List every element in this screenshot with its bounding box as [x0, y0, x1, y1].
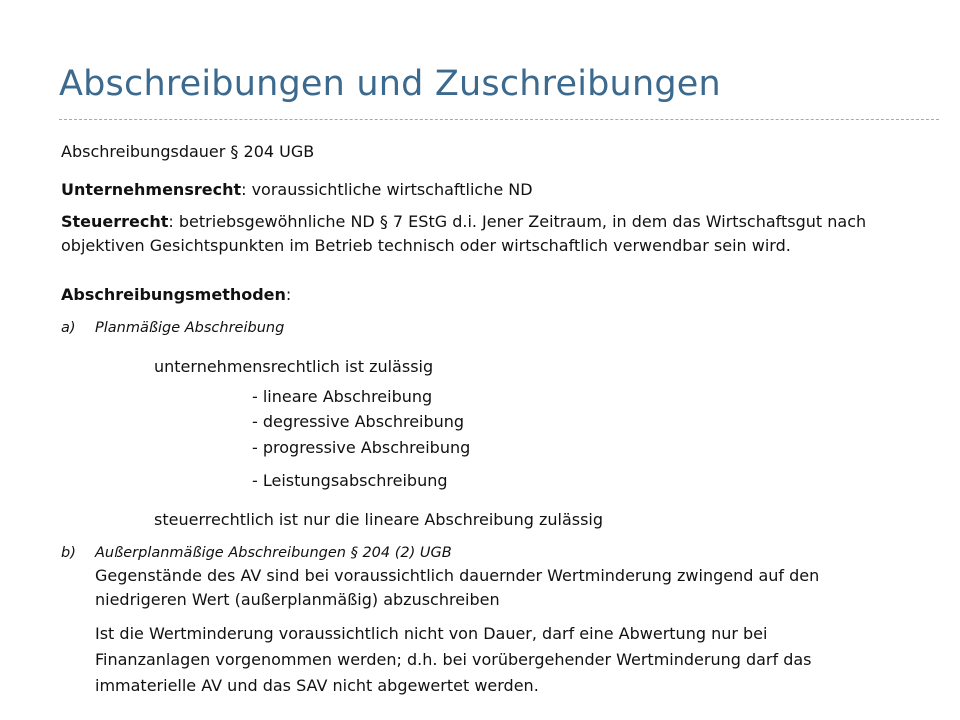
steuerrecht-line-1	[61, 210, 866, 234]
slide-title: Abschreibungen und Zuschreibungen	[59, 64, 721, 104]
item-b-title: Außerplanmäßige Abschreibungen § 204 (2) UGB	[95, 545, 452, 561]
item-a-title: Planmäßige Abschreibung	[95, 320, 285, 336]
method-item-degressive: - degressive Abschreibung	[252, 412, 465, 431]
method-item-progressive: - progressive Abschreibung	[252, 438, 471, 457]
title-divider	[59, 119, 939, 120]
item-b-p2-line1: Ist die Wertminderung voraussichtlich nicht von Dauer, darf eine Abwertung nur bei	[95, 624, 768, 643]
steuerrecht-label: Steuerrecht	[61, 212, 169, 231]
item-b-p1-line2: niedrigeren Wert (außerplanmäßig) abzuschreiben	[95, 590, 500, 609]
methoden-colon: :	[285, 285, 292, 304]
unternehmensrecht-label: Unternehmensrecht	[61, 180, 242, 199]
steuerrecht-text: : betriebsgewöhnliche ND § 7 EStG d.i. Jener Zeitraum, in dem das Wirtschaftsgut nach	[168, 212, 867, 231]
item-b-p2-line3: immaterielle AV und das SAV nicht abgewertet werden.	[95, 676, 539, 695]
unternehmensrecht-line	[61, 178, 533, 202]
item-b-p2-line2: Finanzanlagen vorgenommen werden; d.h. bei vorübergehender Wertminderung darf das	[95, 650, 812, 669]
item-a-subtitle: unternehmensrechtlich ist zulässig	[154, 357, 434, 376]
item-b-marker: b)	[61, 545, 76, 561]
item-a-heading	[61, 316, 284, 340]
steuerrecht-line-2: objektiven Gesichtspunkten im Betrieb technisch oder wirtschaftlich verwendbar sein wird.	[61, 236, 791, 255]
item-a-steuer: steuerrechtlich ist nur die lineare Abschreibung zulässig	[154, 510, 604, 529]
method-item-leistung: - Leistungsabschreibung	[252, 471, 448, 490]
method-item-lineare: - lineare Abschreibung	[252, 387, 433, 406]
methoden-heading	[61, 283, 291, 307]
item-a-marker: a)	[61, 320, 76, 336]
item-b-heading	[61, 541, 452, 565]
unternehmensrecht-text: : voraussichtliche wirtschaftliche ND	[241, 180, 533, 199]
abschreibungsdauer-line: Abschreibungsdauer § 204 UGB	[61, 142, 315, 161]
item-b-p1-line1: Gegenstände des AV sind bei voraussichtlich dauernder Wertminderung zwingend auf den	[95, 566, 820, 585]
methoden-label: Abschreibungsmethoden	[61, 285, 286, 304]
